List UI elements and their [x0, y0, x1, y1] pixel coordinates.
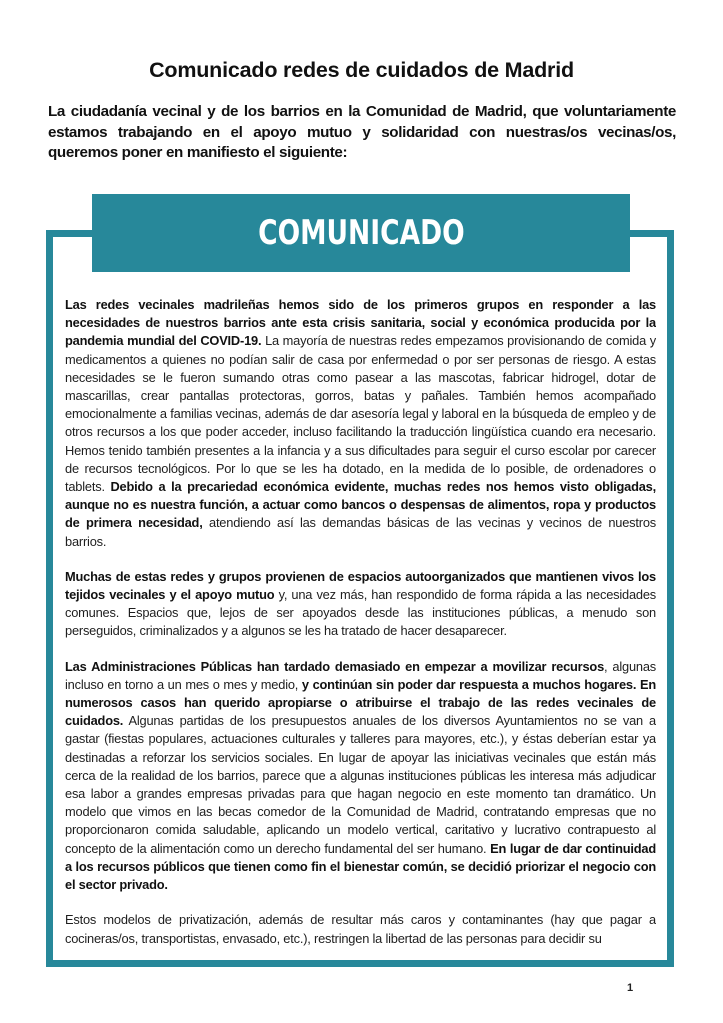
document-title: Comunicado redes de cuidados de Madrid	[149, 58, 574, 82]
frame-top-right-edge	[630, 230, 674, 237]
bold-text-segment: Debido a la precariedad económica evidente, muchas redes nos hemos visto obligadas, aunque no es nuestra función, a actuar como bancos o despensas de alimentos, ropa y productos de primera necesidad,	[65, 479, 656, 531]
comunicado-banner	[92, 194, 630, 272]
page-number: 1	[626, 982, 634, 994]
intro-statement: La ciudadanía vecinal y de los barrios en la Comunidad de Madrid, que voluntariamente estamos trabajando en el apoyo mutuo y solidaridad con nuestras/os vecinas/os, queremos poner en manifiesto el siguiente:	[48, 103, 676, 161]
text-segment: Algunas partidas de los presupuestos anuales de los diversos Ayuntamientos no se van a gastar (fiestas populares, actuaciones culturales y talleres para mayores, etc.), y éstas deberían estar ya destinadas a reforzar los servicios sociales. En lugar de apoyar las iniciativas vecinales que están más cerca de la realidad de los barrios, parece que a algunas instituciones públicas les interesa más adjudicar esa labor a grandes empresas privadas para que hagan negocio en este momento tan dramático. Un modelo que vimos en las becas comedor de la Comunidad de Madrid, contratando empresas que no proporcionaron comida saludable, aplicando un modelo vertical, caritativo y lucrativo contrapuesto al concepto de la alimentación como un derecho fundamental del ser humano.	[65, 713, 656, 856]
bold-text-segment: Las Administraciones Públicas han tardado demasiado en empezar a movilizar recursos	[65, 658, 605, 674]
text-segment: atendiendo así las demandas básicas de las vecinas y vecinos de nuestros barrios.	[65, 515, 656, 549]
text-segment: , algunas incluso en torno a un mes o mes y medio,	[65, 658, 656, 692]
body-paragraph	[65, 658, 656, 895]
bold-text-segment: Las redes vecinales madrileñas hemos sido de los primeros grupos en responder a las necesidades de nuestros barrios ante esta crisis sanitaria, social y económica producida por la pandemia mundial del COVID-19.	[65, 297, 656, 349]
frame-top-left-edge	[46, 230, 92, 237]
text-segment: Estos modelos de privatización, además de resultar más caros y contaminantes (hay que pagar a cocineras/os, transportistas, envasado, etc.), restringen la libertad de las personas para decidir su	[65, 912, 656, 946]
text-segment: y, una vez más, han respondido de forma rápida a las necesidades comunes. Espacios que, lejos de ser apoyados desde las instituciones públicas, a menudo son perseguidos, criminalizados y a algunos se les ha tratado de hacer desaparecer.	[65, 587, 656, 639]
bold-text-segment: y continúan sin poder dar respuesta a muchos hogares. En numerosos casos han querido apropiarse o atribuirse el trabajo de las redes vecinales de cuidados.	[65, 676, 656, 729]
communique-body	[65, 296, 656, 951]
body-paragraph	[65, 911, 656, 947]
body-paragraph	[65, 296, 656, 551]
text-segment: La mayoría de nuestras redes empezamos provisionando de comida y medicamentos a quienes no podían salir de casa por enfermedad o por ser personas de riesgo. A estas necesidades se le fueron sumando otras como pasear a las mascotas, fabricar hidrogel, dotar de mascarillas, crear pantallas protectoras, gorros, batas y pañales. También hemos acompañado emocionalmente a familias vecinas, además de dar asesoría legal y laboral en la búsqueda de empleo y de otros recursos a los que poder acceder, incluso facilitando la traducción lingüística cuando era necesario. Hemos tenido también presentes a la infancia y a sus dificultades para seguir el curso escolar por carecer de recursos tecnológicos. Por lo que se les ha dotado, en la medida de lo posible, de ordenadores o tablets.	[65, 333, 656, 495]
banner-title: COMUNICADO	[257, 213, 465, 253]
bold-text-segment: Muchas de estas redes y grupos provienen de espacios autoorganizados que mantienen vivos los tejidos vecinales y el apoyo mutuo	[65, 568, 656, 603]
bold-text-segment: En lugar de dar continuidad a los recursos públicos que tienen como fin el bienestar común, se decidió priorizar el negocio con el sector privado.	[65, 840, 656, 893]
body-paragraph	[65, 568, 656, 641]
